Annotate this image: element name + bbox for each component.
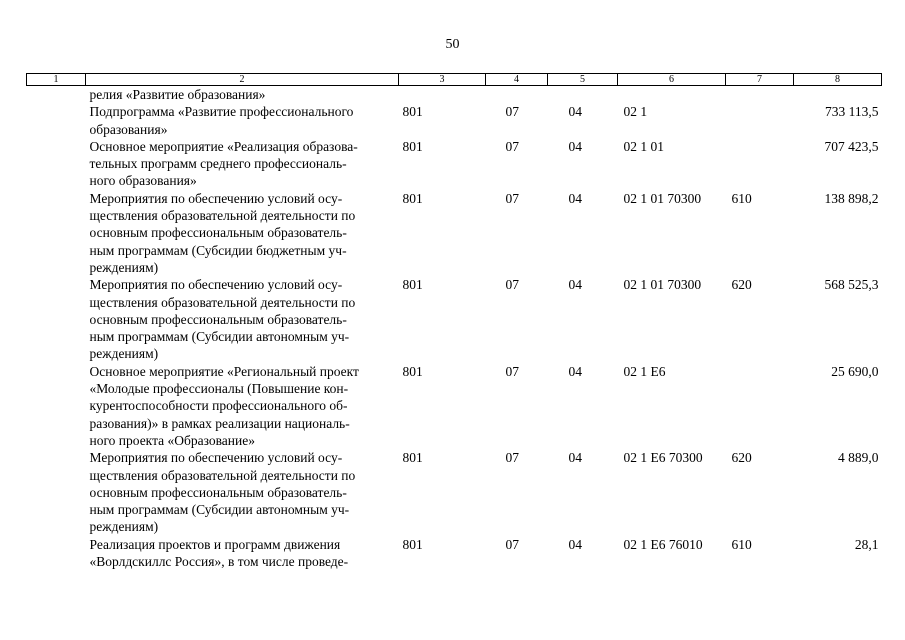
header-col-2: 2 [86,74,399,86]
row-target-article: 02 1 E6 76010 [623,536,703,552]
row-ministry-code: 801 [402,363,423,379]
description-line: ным программам (Субсидии автономным уч- [89,329,350,345]
row-description [86,86,399,104]
row-section-code: 07 [505,277,519,293]
row-section-code [486,86,548,104]
row-index-cell [27,86,86,104]
row-section-code: 07 [505,138,519,154]
row-ministry-code: 801 [402,104,423,120]
description-line: реждениям) [89,346,159,362]
description-line: Мероприятия по обеспечению условий осу- [89,450,343,466]
description-line: разования)» в рамках реализации националь- [89,415,350,431]
row-amount: 138 898,2 [824,190,879,206]
description-line: Мероприятия по обеспечению условий осу- [89,277,343,293]
row-subsection-code: 04 [568,450,582,466]
header-col-1: 1 [27,74,86,86]
table-row [27,138,882,190]
row-subsection-code: 04 [568,104,582,120]
row-ministry-code: 801 [402,138,423,154]
row-target-article [618,86,726,104]
row-ministry-code [399,86,486,104]
row-index-cell [27,363,86,449]
table-row [27,86,882,104]
row-section-code: 07 [505,450,519,466]
row-ministry-code: 801 [402,450,423,466]
row-expense-type [726,86,794,104]
description-line: ным программам (Субсидии бюджетным уч- [89,242,347,258]
row-amount [794,86,882,104]
row-section-code: 07 [505,190,519,206]
row-subsection-code: 04 [568,138,582,154]
description-line: Основное мероприятие «Реализация образова- [89,138,358,154]
description-line: ществления образовательной деятельности по [89,467,356,483]
description-line: Основное мероприятие «Региональный проект [89,363,359,379]
row-description [86,276,399,362]
row-amount: 25 690,0 [831,363,879,379]
table-row [27,449,882,535]
row-index-cell [27,138,86,190]
description-line: основным профессиональным образователь- [89,311,347,327]
description-line: основным профессиональным образователь- [89,484,347,500]
header-col-5: 5 [548,74,618,86]
table-body [27,86,882,571]
table-row [27,190,882,276]
description-line: «Молодые профессионалы (Повышение кон- [89,381,349,397]
description-line: Подпрограмма «Развитие профессионального [89,104,354,120]
row-expense-type [726,363,794,449]
budget-table [26,73,882,570]
row-expense-type: 620 [731,450,752,466]
row-section-code: 07 [505,104,519,120]
description-line: релия «Развитие образования» [89,87,266,102]
row-index-cell [27,276,86,362]
row-subsection-code [548,86,618,104]
row-target-article: 02 1 01 70300 [623,190,702,206]
row-description [86,449,399,535]
row-expense-type [726,103,794,138]
row-section-code: 07 [505,363,519,379]
row-amount: 733 113,5 [825,104,879,120]
row-target-article: 02 1 E6 [623,363,666,379]
row-subsection-code: 04 [568,536,582,552]
row-description [86,536,399,571]
row-description [86,363,399,449]
row-description [86,190,399,276]
table-row [27,363,882,449]
description-line: ществления образовательной деятельности по [89,208,356,224]
row-amount: 4 889,0 [838,450,879,466]
row-target-article: 02 1 E6 70300 [623,450,703,466]
row-target-article: 02 1 [623,104,648,120]
table-header [27,74,882,86]
description-line: ным программам (Субсидии автономным уч- [89,502,350,518]
page-number: 50 [445,37,460,52]
description-line: реждениям) [89,259,159,275]
description-line: реждениям) [89,519,159,535]
header-col-3: 3 [399,74,486,86]
table-row [27,276,882,362]
description-line: ного проекта «Образование» [89,432,255,448]
table-row [27,103,882,138]
row-amount: 568 525,3 [824,277,879,293]
row-amount: 28,1 [854,536,879,552]
table-row [27,536,882,571]
row-subsection-code: 04 [568,277,582,293]
row-amount: 707 423,5 [824,138,879,154]
description-line: курентоспособности профессионального об- [89,398,348,414]
header-col-6: 6 [618,74,726,86]
row-index-cell [27,536,86,571]
row-expense-type [726,138,794,190]
row-index-cell [27,449,86,535]
header-col-7: 7 [726,74,794,86]
description-line: Мероприятия по обеспечению условий осу- [89,190,343,206]
row-target-article: 02 1 01 [623,138,664,154]
description-line: ществления образовательной деятельности по [89,294,356,310]
row-index-cell [27,103,86,138]
description-line: образования» [89,121,168,137]
description-line: Реализация проектов и программ движения [89,536,341,552]
description-line: тельных программ среднего профессиональ- [89,156,347,172]
row-ministry-code: 801 [402,277,423,293]
row-section-code: 07 [505,536,519,552]
header-col-4: 4 [486,74,548,86]
row-ministry-code: 801 [402,536,423,552]
row-subsection-code: 04 [568,363,582,379]
row-expense-type: 620 [731,277,752,293]
row-ministry-code: 801 [402,190,423,206]
row-subsection-code: 04 [568,190,582,206]
header-row [27,74,882,86]
row-description [86,138,399,190]
description-line: основным профессиональным образователь- [89,225,347,241]
row-expense-type: 610 [731,190,752,206]
row-index-cell [27,190,86,276]
row-description [86,103,399,138]
row-target-article: 02 1 01 70300 [623,277,702,293]
row-expense-type: 610 [731,536,752,552]
header-col-8: 8 [794,74,882,86]
description-line: «Ворлдскиллс Россия», в том числе проведе- [89,554,349,570]
description-line: ного образования» [89,173,197,189]
